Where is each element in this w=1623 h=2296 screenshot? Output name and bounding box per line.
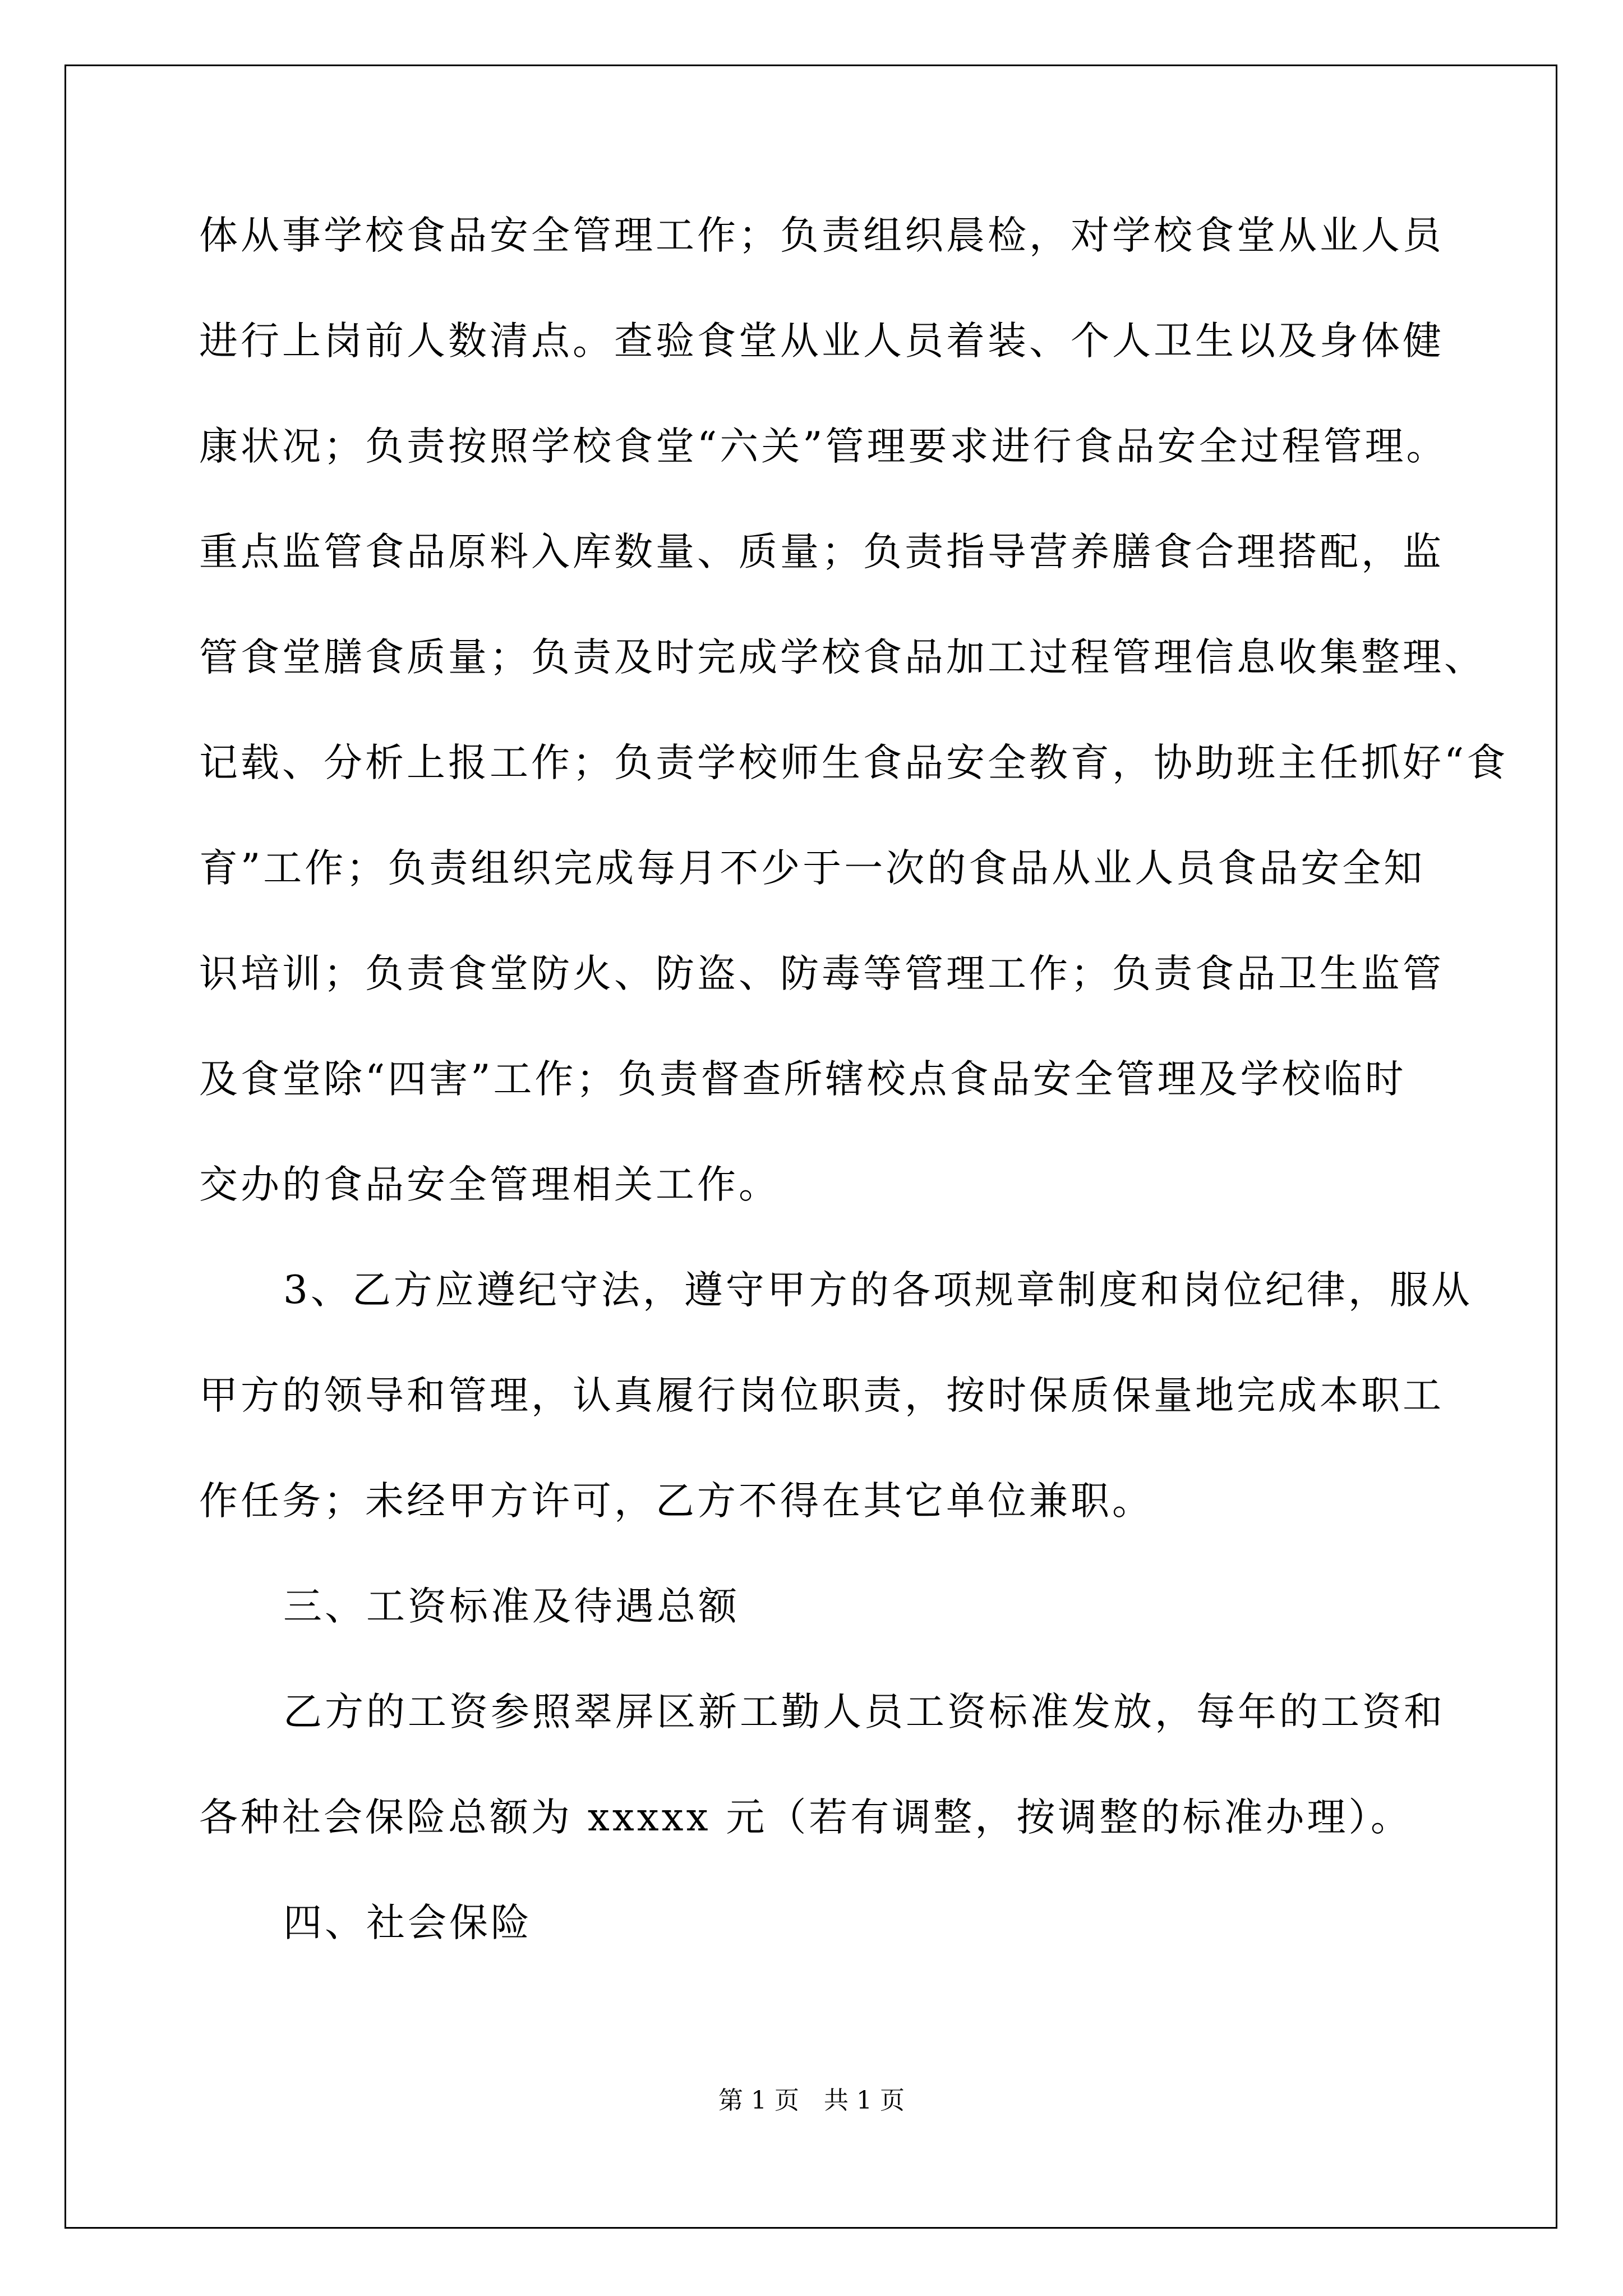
paragraph-line: 记载、分析上报工作；负责学校师生食品安全教育，协助班主任抓好“食 (199, 740, 1509, 785)
paragraph-line: 识培训；负责食堂防火、防盗、防毒等管理工作；负责食品卫生监管 (199, 951, 1444, 996)
paragraph-line: 乙方的工资参照翠屏区新工勤人员工资标准发放，每年的工资和 (283, 1690, 1445, 1734)
paragraph-line: 康状况；负责按照学校食堂“六关”管理要求进行食品安全过程管理。 (199, 424, 1448, 469)
paragraph-line: 育”工作；负责组织完成每月不少于一次的食品从业人员食品安全知 (199, 846, 1426, 891)
paragraph-line: 作任务；未经甲方许可，乙方不得在其它单位兼职。 (199, 1479, 1154, 1524)
paragraph-line: 交办的食品安全管理相关工作。 (199, 1162, 780, 1207)
paragraph-line: 各种社会保险总额为 xxxxx 元（若有调整，按调整的标准办理）。 (199, 1795, 1412, 1840)
paragraph-line: 进行上岗前人数清点。查验食堂从业人员着装、个人卫生以及身体健 (199, 319, 1444, 364)
page-number: 第 1 页 共 1 页 (718, 2086, 905, 2115)
paragraph-line: 3、乙方应遵纪守法，遵守甲方的各项规章制度和岗位纪律，服从 (283, 1268, 1473, 1313)
paragraph-line: 管食堂膳食质量；负责及时完成学校食品加工过程管理信息收集整理、 (199, 635, 1486, 680)
section-heading: 四、社会保险 (283, 1901, 532, 1945)
paragraph-line: 重点监管食品原料入库数量、质量；负责指导营养膳食合理搭配，监 (199, 530, 1444, 574)
paragraph-line: 甲方的领导和管理，认真履行岗位职责，按时保质保量地完成本职工 (199, 1373, 1444, 1418)
section-heading: 三、工资标准及待遇总额 (283, 1584, 740, 1629)
paragraph-line: 体从事学校食品安全管理工作；负责组织晨检，对学校食堂从业人员 (199, 213, 1444, 258)
paragraph-line: 及食堂除“四害”工作；负责督查所辖校点食品安全管理及学校临时 (199, 1057, 1407, 1102)
